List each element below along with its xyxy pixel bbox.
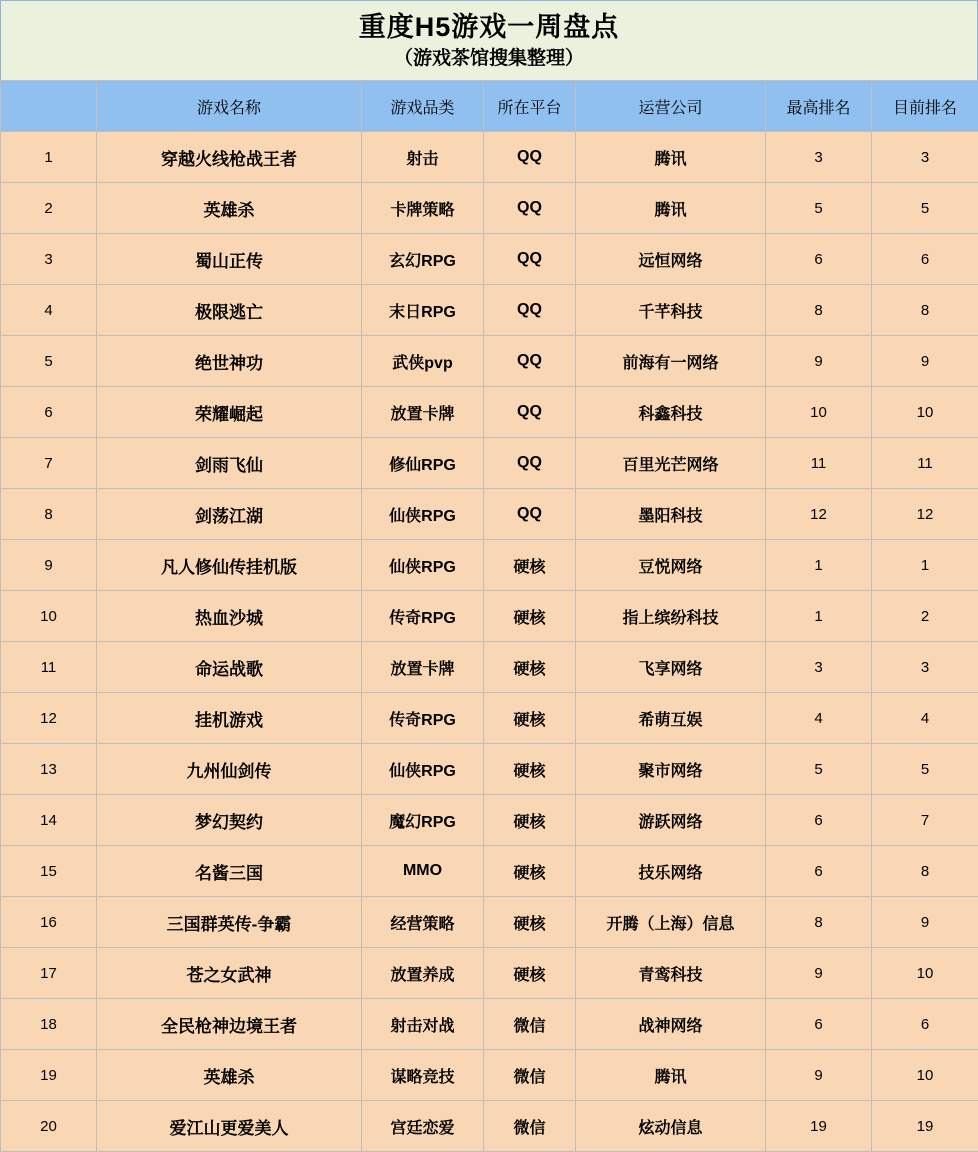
game-category: MMO [362, 846, 484, 897]
row-index: 6 [1, 387, 97, 438]
row-index: 1 [1, 132, 97, 183]
game-platform: 硬核 [484, 744, 576, 795]
operating-company: 游跃网络 [576, 795, 766, 846]
max-rank: 3 [766, 642, 872, 693]
game-name: 极限逃亡 [97, 285, 362, 336]
current-rank: 4 [872, 693, 978, 744]
game-category: 仙侠RPG [362, 744, 484, 795]
game-name: 梦幻契约 [97, 795, 362, 846]
column-header-company: 运营公司 [576, 81, 766, 132]
game-platform: 硬核 [484, 897, 576, 948]
table-row [1, 387, 978, 438]
table-row [1, 489, 978, 540]
current-rank: 12 [872, 489, 978, 540]
max-rank: 6 [766, 234, 872, 285]
row-index: 11 [1, 642, 97, 693]
row-index: 16 [1, 897, 97, 948]
operating-company: 豆悦网络 [576, 540, 766, 591]
operating-company: 飞享网络 [576, 642, 766, 693]
game-platform: QQ [484, 132, 576, 183]
operating-company: 腾讯 [576, 183, 766, 234]
table-row [1, 591, 978, 642]
game-category: 宫廷恋爱 [362, 1101, 484, 1152]
game-category: 卡牌策略 [362, 183, 484, 234]
table-row [1, 540, 978, 591]
row-index: 14 [1, 795, 97, 846]
max-rank: 9 [766, 1050, 872, 1101]
column-header-category: 游戏品类 [362, 81, 484, 132]
game-name: 爱江山更爱美人 [97, 1101, 362, 1152]
row-index: 13 [1, 744, 97, 795]
game-name: 剑雨飞仙 [97, 438, 362, 489]
game-category: 仙侠RPG [362, 489, 484, 540]
game-platform: 微信 [484, 1050, 576, 1101]
game-platform: 硬核 [484, 642, 576, 693]
game-platform: 硬核 [484, 795, 576, 846]
operating-company: 青鸾科技 [576, 948, 766, 999]
operating-company: 希萌互娱 [576, 693, 766, 744]
table-header-row [1, 81, 978, 132]
game-category: 放置养成 [362, 948, 484, 999]
operating-company: 科鑫科技 [576, 387, 766, 438]
table-row [1, 132, 978, 183]
max-rank: 6 [766, 999, 872, 1050]
row-index: 4 [1, 285, 97, 336]
operating-company: 开腾（上海）信息 [576, 897, 766, 948]
table-row [1, 642, 978, 693]
max-rank: 5 [766, 744, 872, 795]
operating-company: 聚市网络 [576, 744, 766, 795]
max-rank: 9 [766, 948, 872, 999]
current-rank: 3 [872, 642, 978, 693]
row-index: 5 [1, 336, 97, 387]
max-rank: 4 [766, 693, 872, 744]
current-rank: 9 [872, 897, 978, 948]
table-row [1, 897, 978, 948]
row-index: 12 [1, 693, 97, 744]
current-rank: 9 [872, 336, 978, 387]
operating-company: 前海有一网络 [576, 336, 766, 387]
current-rank: 5 [872, 183, 978, 234]
current-rank: 8 [872, 846, 978, 897]
game-category: 射击对战 [362, 999, 484, 1050]
current-rank: 6 [872, 234, 978, 285]
table-row [1, 795, 978, 846]
page-title: 重度H5游戏一周盘点 [1, 11, 977, 45]
row-index: 19 [1, 1050, 97, 1101]
current-rank: 11 [872, 438, 978, 489]
game-platform: 硬核 [484, 846, 576, 897]
game-category: 放置卡牌 [362, 642, 484, 693]
table-row [1, 1101, 978, 1152]
column-header-max-rank: 最高排名 [766, 81, 872, 132]
operating-company: 百里光芒网络 [576, 438, 766, 489]
table-header [1, 81, 978, 132]
game-platform: 微信 [484, 1101, 576, 1152]
current-rank: 10 [872, 948, 978, 999]
game-platform: 微信 [484, 999, 576, 1050]
game-category: 玄幻RPG [362, 234, 484, 285]
column-header-current-rank: 目前排名 [872, 81, 978, 132]
operating-company: 技乐网络 [576, 846, 766, 897]
game-platform: QQ [484, 285, 576, 336]
game-platform: QQ [484, 387, 576, 438]
table-row [1, 846, 978, 897]
row-index: 8 [1, 489, 97, 540]
current-rank: 2 [872, 591, 978, 642]
game-category: 末日RPG [362, 285, 484, 336]
current-rank: 7 [872, 795, 978, 846]
game-category: 武侠pvp [362, 336, 484, 387]
operating-company: 指上缤纷科技 [576, 591, 766, 642]
row-index: 17 [1, 948, 97, 999]
game-platform: QQ [484, 336, 576, 387]
game-name: 热血沙城 [97, 591, 362, 642]
max-rank: 12 [766, 489, 872, 540]
current-rank: 5 [872, 744, 978, 795]
table-row [1, 999, 978, 1050]
current-rank: 10 [872, 1050, 978, 1101]
table-row [1, 438, 978, 489]
current-rank: 3 [872, 132, 978, 183]
game-category: 魔幻RPG [362, 795, 484, 846]
row-index: 10 [1, 591, 97, 642]
game-platform: QQ [484, 489, 576, 540]
current-rank: 10 [872, 387, 978, 438]
table-row [1, 234, 978, 285]
game-name: 全民枪神边境王者 [97, 999, 362, 1050]
game-name: 蜀山正传 [97, 234, 362, 285]
game-name: 英雄杀 [97, 1050, 362, 1101]
table-row [1, 183, 978, 234]
game-category: 放置卡牌 [362, 387, 484, 438]
game-name: 穿越火线枪战王者 [97, 132, 362, 183]
current-rank: 6 [872, 999, 978, 1050]
game-name: 苍之女武神 [97, 948, 362, 999]
operating-company: 战神网络 [576, 999, 766, 1050]
table-row [1, 744, 978, 795]
max-rank: 6 [766, 846, 872, 897]
game-name: 三国群英传-争霸 [97, 897, 362, 948]
current-rank: 8 [872, 285, 978, 336]
game-name: 剑荡江湖 [97, 489, 362, 540]
row-index: 7 [1, 438, 97, 489]
table-row [1, 336, 978, 387]
max-rank: 5 [766, 183, 872, 234]
operating-company: 腾讯 [576, 1050, 766, 1101]
max-rank: 10 [766, 387, 872, 438]
column-header-platform: 所在平台 [484, 81, 576, 132]
operating-company: 墨阳科技 [576, 489, 766, 540]
row-index: 3 [1, 234, 97, 285]
game-category: 经营策略 [362, 897, 484, 948]
page-subtitle: （游戏茶馆搜集整理） [1, 46, 977, 73]
column-header-index [1, 81, 97, 132]
max-rank: 11 [766, 438, 872, 489]
game-platform: QQ [484, 234, 576, 285]
current-rank: 19 [872, 1101, 978, 1152]
game-name: 九州仙剑传 [97, 744, 362, 795]
game-category: 射击 [362, 132, 484, 183]
max-rank: 8 [766, 897, 872, 948]
game-category: 仙侠RPG [362, 540, 484, 591]
max-rank: 19 [766, 1101, 872, 1152]
row-index: 2 [1, 183, 97, 234]
game-name: 荣耀崛起 [97, 387, 362, 438]
operating-company: 远恒网络 [576, 234, 766, 285]
max-rank: 1 [766, 591, 872, 642]
table-row [1, 948, 978, 999]
game-name: 挂机游戏 [97, 693, 362, 744]
table-row [1, 285, 978, 336]
game-platform: QQ [484, 183, 576, 234]
game-platform: 硬核 [484, 540, 576, 591]
table-body [1, 132, 978, 1152]
operating-company: 炫动信息 [576, 1101, 766, 1152]
max-rank: 3 [766, 132, 872, 183]
game-name: 命运战歌 [97, 642, 362, 693]
game-name: 绝世神功 [97, 336, 362, 387]
game-category: 修仙RPG [362, 438, 484, 489]
row-index: 15 [1, 846, 97, 897]
operating-company: 千芊科技 [576, 285, 766, 336]
ranking-table [0, 80, 978, 1152]
max-rank: 9 [766, 336, 872, 387]
table-row [1, 1050, 978, 1101]
row-index: 20 [1, 1101, 97, 1152]
current-rank: 1 [872, 540, 978, 591]
game-category: 谋略竞技 [362, 1050, 484, 1101]
operating-company: 腾讯 [576, 132, 766, 183]
row-index: 18 [1, 999, 97, 1050]
game-category: 传奇RPG [362, 591, 484, 642]
table-row [1, 693, 978, 744]
game-platform: 硬核 [484, 693, 576, 744]
row-index: 9 [1, 540, 97, 591]
game-platform: QQ [484, 438, 576, 489]
max-rank: 1 [766, 540, 872, 591]
game-platform: 硬核 [484, 948, 576, 999]
game-name: 凡人修仙传挂机版 [97, 540, 362, 591]
game-platform: 硬核 [484, 591, 576, 642]
game-name: 英雄杀 [97, 183, 362, 234]
column-header-name: 游戏名称 [97, 81, 362, 132]
title-block [0, 0, 978, 80]
game-name: 名酱三国 [97, 846, 362, 897]
max-rank: 8 [766, 285, 872, 336]
game-category: 传奇RPG [362, 693, 484, 744]
max-rank: 6 [766, 795, 872, 846]
